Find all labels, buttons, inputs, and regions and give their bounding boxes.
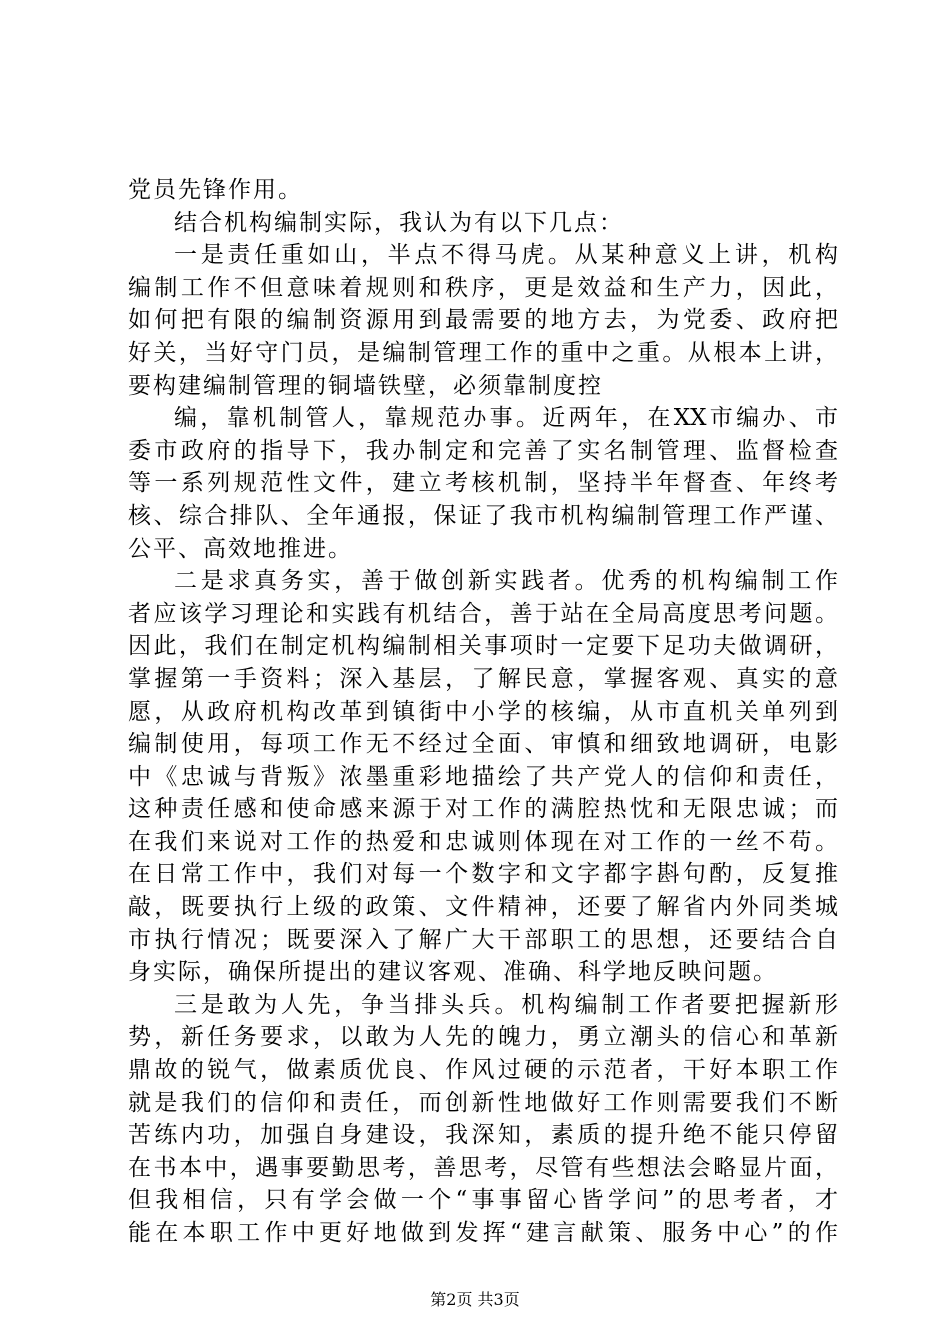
text-line: 委市政府的指导下，我办制定和完善了实名制管理、监督检查 — [128, 437, 838, 464]
text-line: 势，新任务要求，以敢为人先的魄力，勇立潮头的信心和革新 — [128, 1024, 838, 1051]
text-line: 鼎故的锐气，做素质优良、作风过硬的示范者，干好本职工作 — [128, 1057, 838, 1084]
text-line: 掌握第一手资料；深入基层，了解民意，掌握客观、真实的意 — [128, 665, 838, 692]
text-line: 在我们来说对工作的热爱和忠诚则体现在对工作的一丝不苟。 — [128, 828, 838, 855]
text-line: 好关，当好守门员，是编制管理工作的重中之重。从根本上讲， — [128, 339, 838, 366]
paragraph-first-line: 编，靠机制管人，靠规范办事。近两年，在XX市编办、市 — [174, 405, 838, 432]
text-line: 中《忠诚与背叛》浓墨重彩地描绘了共产党人的信仰和责任， — [128, 763, 838, 790]
page-number-footer: 第2页 共3页 — [430, 1290, 520, 1309]
text-line: 敲，既要执行上级的政策、文件精神，还要了解省内外同类城 — [128, 894, 838, 921]
document-body — [128, 174, 838, 1250]
text-line: 核、综合排队、全年通报，保证了我市机构编制管理工作严谨、 — [128, 502, 838, 529]
paragraph-first-line: 二是求真务实，善于做创新实践者。优秀的机构编制工作 — [174, 568, 838, 595]
text-line: 如何把有限的编制资源用到最需要的地方去，为党委、政府把 — [128, 307, 838, 334]
paragraph-first-line: 三是敢为人先，争当排头兵。机构编制工作者要把握新形 — [174, 991, 838, 1018]
text-line: 这种责任感和使命感来源于对工作的满腔热忱和无限忠诚；而 — [128, 796, 838, 823]
text-line: 公平、高效地推进。 — [128, 535, 353, 562]
text-line: 者应该学习理论和实践有机结合，善于站在全局高度思考问题。 — [128, 600, 838, 627]
text-line: 在书本中，遇事要勤思考，善思考，尽管有些想法会略显片面， — [128, 1154, 838, 1181]
text-line: 身实际，确保所提出的建议客观、准确、科学地反映问题。 — [128, 959, 778, 986]
text-line: 编制工作不但意味着规则和秩序，更是效益和生产力，因此， — [128, 274, 838, 301]
paragraph-first-line: 结合机构编制实际，我认为有以下几点： — [174, 209, 624, 236]
text-line: 愿，从政府机构改革到镇街中小学的核编，从市直机关单列到 — [128, 698, 838, 725]
text-line: 苦练内功，加强自身建设，我深知，素质的提升绝不能只停留 — [128, 1122, 838, 1149]
text-line: 在日常工作中，我们对每一个数字和文字都字斟句酌，反复推 — [128, 861, 838, 888]
text-line: 就是我们的信仰和责任，而创新性地做好工作则需要我们不断 — [128, 1089, 838, 1116]
text-line: 编制使用，每项工作无不经过全面、审慎和细致地调研，电影 — [128, 731, 838, 758]
paragraph-first-line: 一是责任重如山，半点不得马虎。从某种意义上讲，机构 — [174, 242, 838, 269]
text-line: 因此，我们在制定机构编制相关事项时一定要下足功夫做调研， — [128, 633, 838, 660]
text-line: 等一系列规范性文件，建立考核机制，坚持半年督查、年终考 — [128, 470, 838, 497]
text-line: 要构建编制管理的铜墙铁壁，必须靠制度控 — [128, 372, 603, 399]
text-line: 市执行情况；既要深入了解广大干部职工的思想，还要结合自 — [128, 926, 838, 953]
text-line: 但我相信，只有学会做一个“事事留心皆学问”的思考者，才 — [128, 1187, 838, 1214]
text-line: 党员先锋作用。 — [128, 177, 303, 203]
text-line: 能在本职工作中更好地做到发挥“建言献策、服务中心”的作 — [128, 1220, 838, 1246]
